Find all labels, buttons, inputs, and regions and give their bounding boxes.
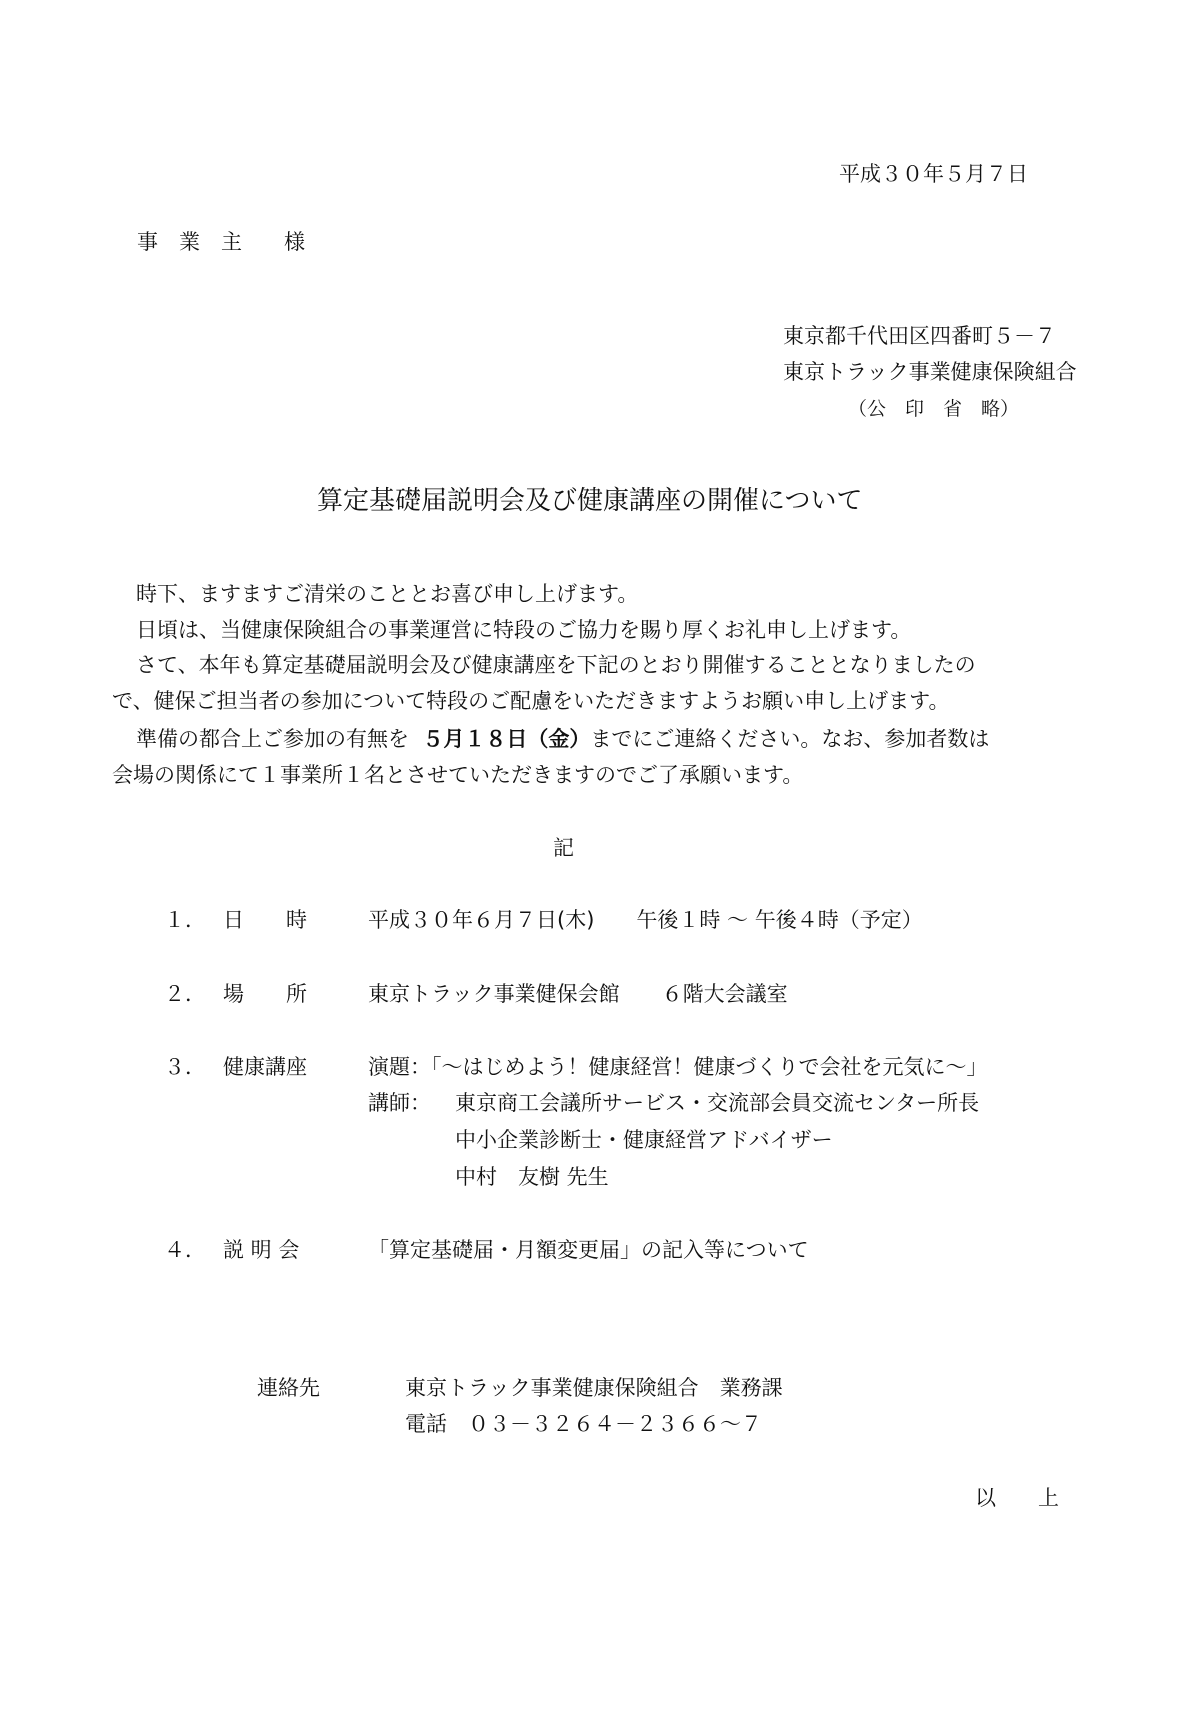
ki-heading: 記 — [553, 836, 574, 860]
item-1-label: 日 時 — [223, 908, 307, 932]
sender-organization: 東京トラック事業健康保険組合 — [783, 360, 1077, 384]
sender-address: 東京都千代田区四番町５－７ — [783, 324, 1056, 348]
closing-mark: 以 上 — [975, 1486, 1059, 1510]
contact-phone: 電話 ０３－３２６４－２３６６～７ — [405, 1412, 762, 1436]
item-2-number: ２． — [164, 982, 206, 1006]
body-paragraph-1: 時下、ますますご清栄のこととお喜び申し上げます。 — [136, 582, 639, 606]
body-paragraph-4-line-2: 会場の関係にて１事業所１名とさせていただきますのでご了承願います。 — [112, 763, 804, 787]
recipient: 事 業 主 様 — [137, 230, 305, 254]
item-4-label: 説 明 会 — [223, 1238, 300, 1262]
body-paragraph-2: 日頃は、当健康保険組合の事業運営に特段のご協力を賜り厚くお礼申し上げます。 — [136, 618, 912, 642]
contact-department: 東京トラック事業健康保険組合 業務課 — [405, 1376, 783, 1400]
deadline-lead-text: 準備の都合上ご参加の有無を — [136, 727, 409, 751]
lecturer-qualification: 中小企業診断士・健康経営アドバイザー — [455, 1128, 833, 1152]
item-4-value: 「算定基礎届・月額変更届」の記入等について — [368, 1238, 809, 1262]
item-1-number: １． — [164, 908, 206, 932]
item-3-value: 演題：「～はじめよう！健康経営！健康づくりで会社を元気に～」 — [368, 1055, 988, 1079]
item-3-label: 健康講座 — [223, 1055, 307, 1079]
item-4-number: ４． — [164, 1238, 206, 1262]
lecturer-label: 講師： — [368, 1091, 431, 1115]
item-2-label: 場 所 — [223, 982, 307, 1006]
body-paragraph-3-line-2: で、健保ご担当者の参加について特段のご配慮をいただきますようお願い申し上げます。 — [112, 689, 950, 713]
document-title: 算定基礎届説明会及び健康講座の開催について — [317, 486, 863, 516]
item-2-value: 東京トラック事業健保会館 ６階大会議室 — [368, 982, 788, 1006]
item-1-value: 平成３０年６月７日(木) 午後１時 ～ 午後４時（予定） — [368, 908, 923, 932]
lecturer-name: 中村 友樹 先生 — [455, 1165, 609, 1189]
body-paragraph-4-line-1 — [112, 729, 1146, 750]
contact-label: 連絡先 — [257, 1376, 320, 1400]
item-3-number: ３． — [164, 1055, 206, 1079]
deadline-trail-text: までにご連絡ください。なお、参加者数は — [590, 727, 990, 751]
lecturer-title: 東京商工会議所サービス・交流部会員交流センター所長 — [455, 1091, 980, 1115]
body-paragraph-3-line-1: さて、本年も算定基礎届説明会及び健康講座を下記のとおり開催することとなりましたの — [136, 653, 976, 677]
document-date: 平成３０年５月７日 — [839, 162, 1028, 186]
reply-deadline: ５月１８日（金） — [422, 727, 591, 751]
seal-omitted-note: （公 印 省 略） — [848, 398, 1020, 420]
